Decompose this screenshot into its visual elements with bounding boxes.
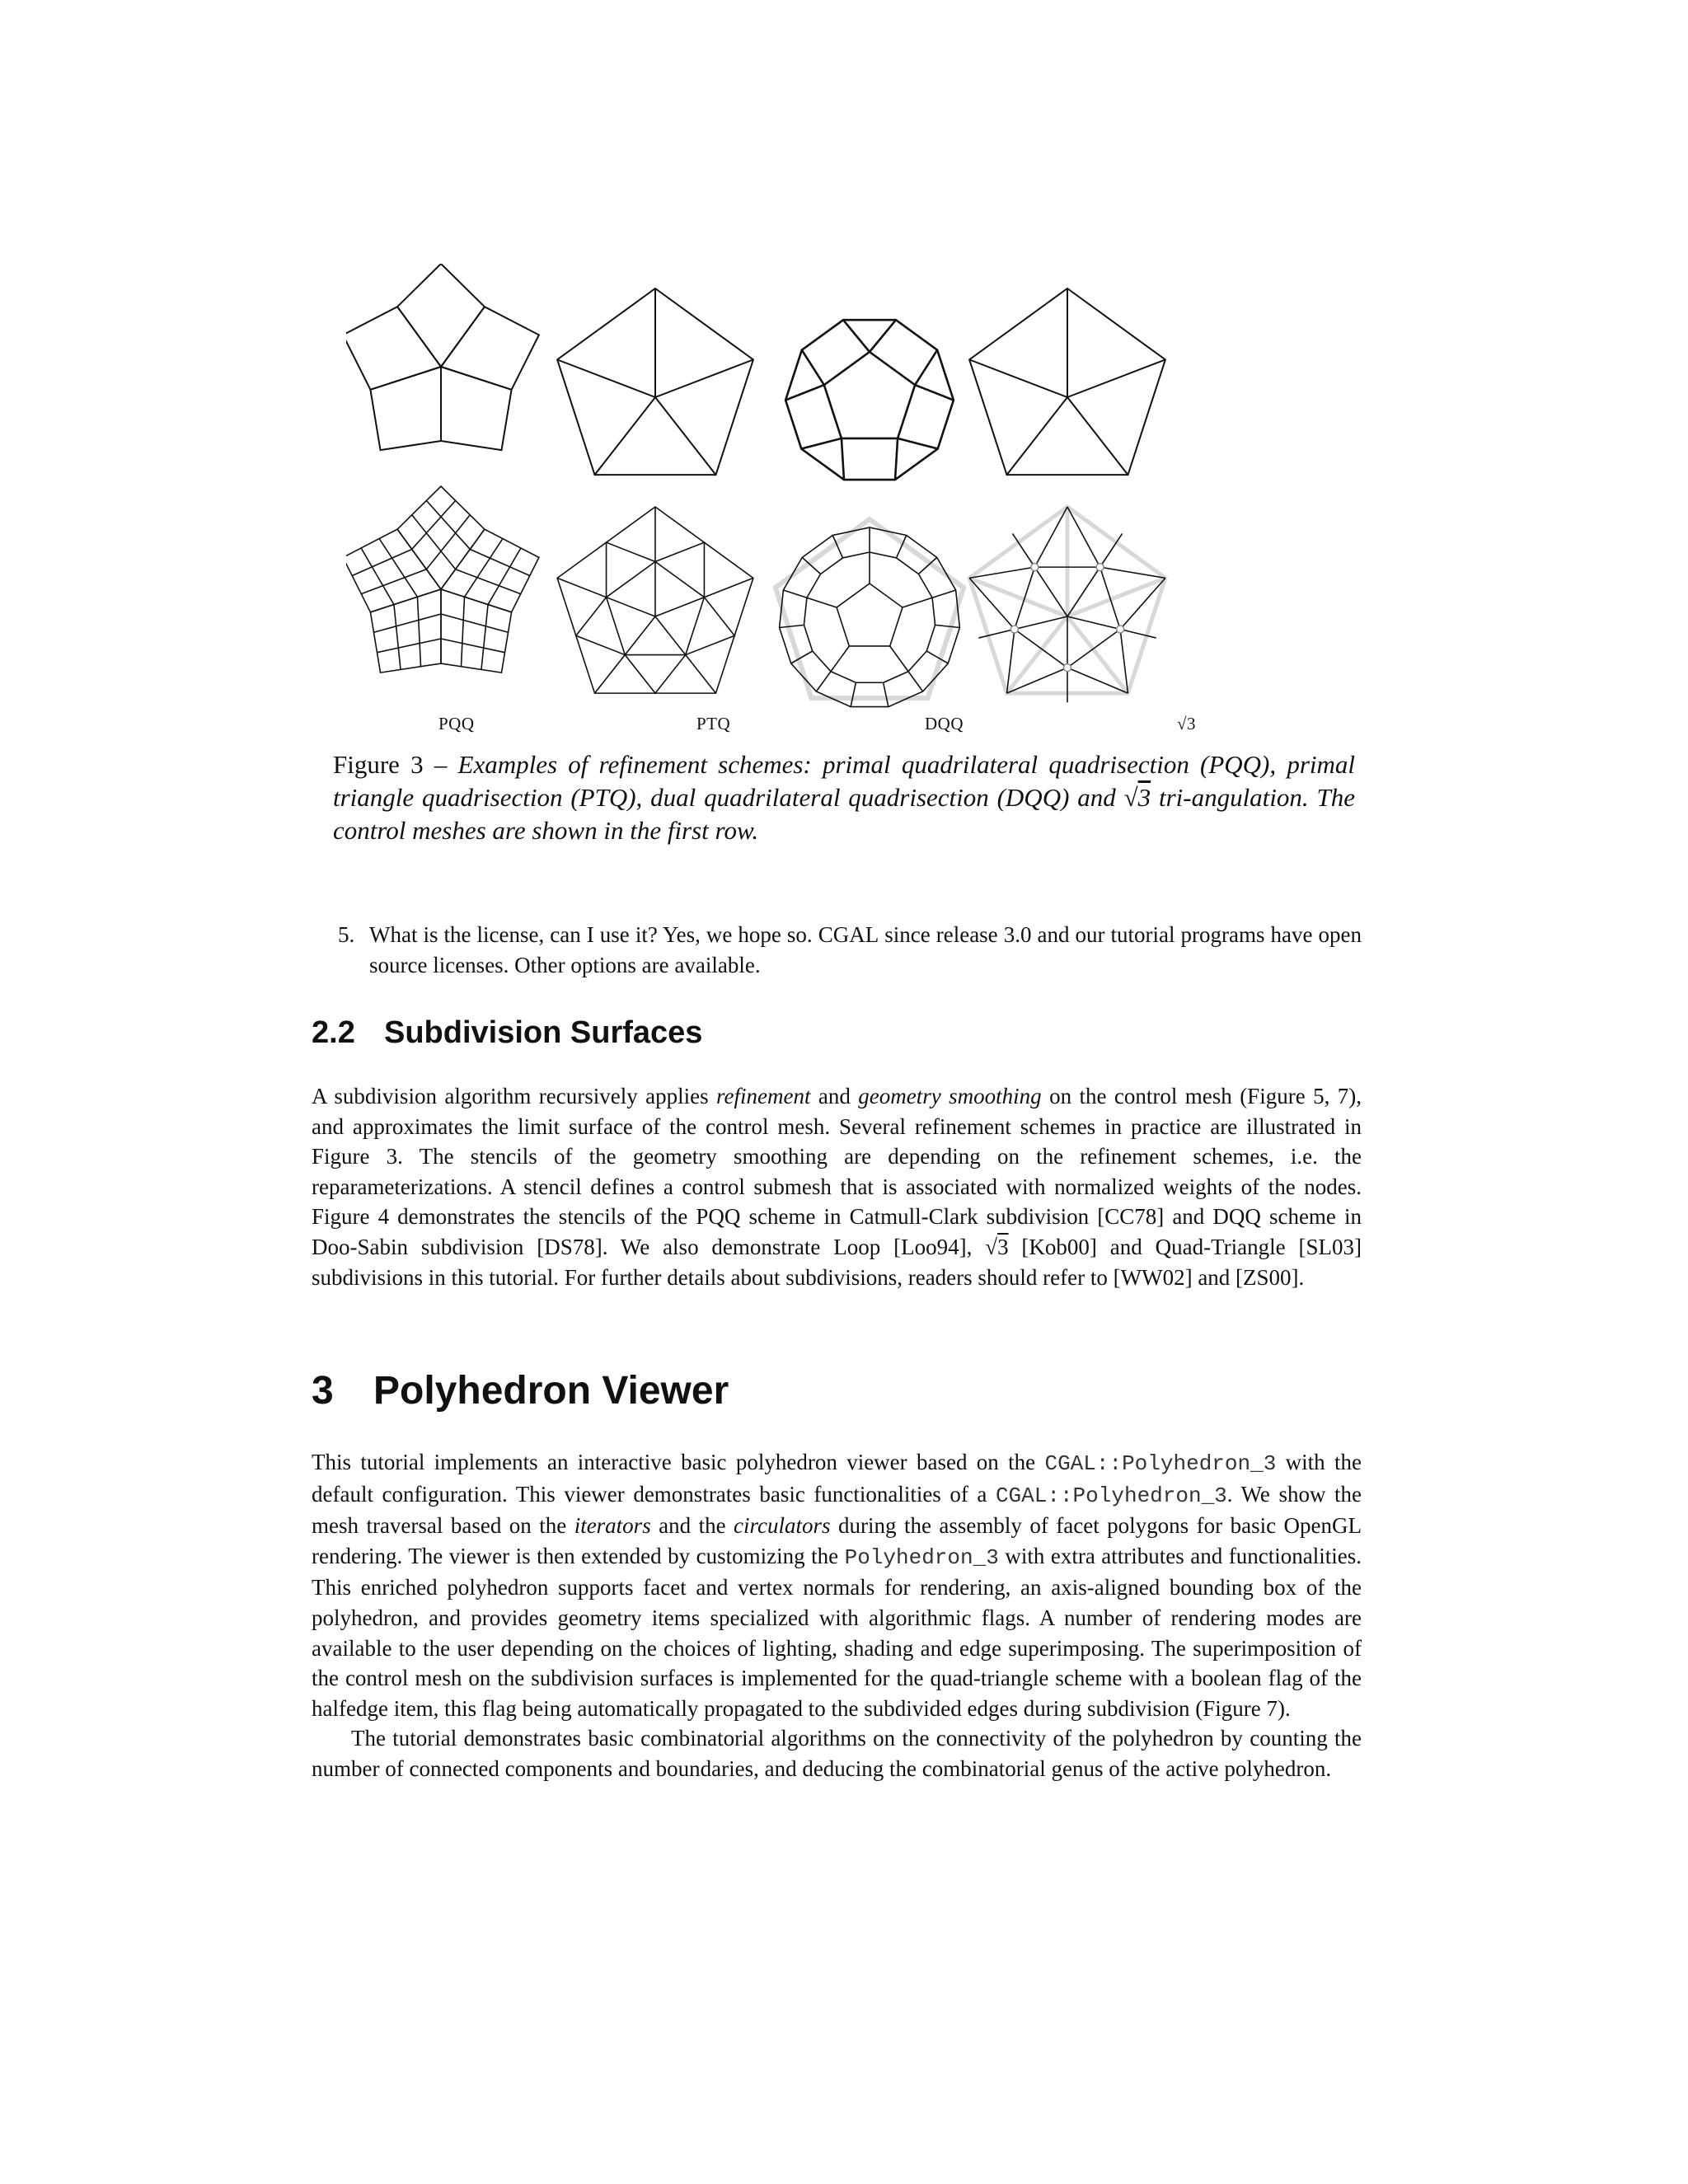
control-edge bbox=[870, 320, 896, 352]
polyhedron-viewer-body bbox=[312, 1447, 1362, 1784]
refined-edge bbox=[932, 598, 935, 625]
emphasis-circulators: circulators bbox=[734, 1513, 831, 1539]
control-edge bbox=[1067, 359, 1165, 397]
refined-edge bbox=[394, 605, 401, 670]
refined-edge bbox=[890, 646, 908, 672]
control-edge bbox=[969, 359, 1067, 397]
text-run: on the control mesh (Figure 5, 7), and approximates the limit surface of the control mesh. Several refinement schemes in practice are illustrated in Figure 3. The stencils of the geometry smoothing are depending on the refinement schemes, i.e. the reparameterizations. A stencil defines a control submesh that is associated with normalized weights of the nodes. Figure 4 demonstrates the stencils of the PQQ scheme in Catmull-Clark subdivision [CC78] and DQQ scheme in Doo-Sabin subdivision [DS78]. We also demonstrate Loop [Loo94], bbox=[312, 1084, 1362, 1259]
refined-edge bbox=[417, 597, 420, 666]
pqq-refined-mesh bbox=[346, 486, 539, 673]
list-item-number: 5. bbox=[338, 922, 355, 947]
refined-edge bbox=[470, 549, 530, 575]
refined-edge bbox=[481, 605, 488, 670]
control-inner-pentagon bbox=[824, 352, 915, 438]
refined-edge bbox=[361, 548, 394, 605]
new-vertex-marker bbox=[1117, 626, 1124, 633]
refined-edge bbox=[908, 651, 926, 672]
control-edge bbox=[915, 350, 937, 385]
subdivision-paragraph bbox=[312, 1081, 1362, 1292]
refined-triangle bbox=[686, 598, 734, 655]
section-heading-2-2 bbox=[312, 1015, 702, 1051]
paragraph-1 bbox=[312, 1447, 1362, 1723]
text-run: This tutorial implements an interactive basic polyhedron viewer based on the bbox=[312, 1450, 1045, 1474]
control-edge bbox=[895, 438, 898, 480]
control-edge bbox=[915, 385, 954, 400]
refined-edge bbox=[1067, 507, 1100, 567]
list-item-text-a: What is the license, can I use it? Yes, we hope so. C bbox=[369, 922, 833, 947]
list-item-5 bbox=[338, 920, 1362, 980]
control-decagon bbox=[785, 320, 954, 480]
control-edge bbox=[843, 320, 870, 352]
refined-edge bbox=[831, 646, 849, 672]
refined-edge bbox=[441, 614, 509, 632]
refined-edge bbox=[461, 597, 464, 666]
sqrt3-refined-mesh bbox=[969, 507, 1165, 702]
figure-label-pqq: PQQ bbox=[438, 714, 475, 733]
refined-edge bbox=[813, 651, 831, 672]
refined-edge bbox=[807, 598, 837, 607]
inline-sqrt3: √3 bbox=[985, 1234, 1009, 1259]
caption-sqrt3: √3 bbox=[1123, 783, 1151, 812]
refined-edge bbox=[831, 672, 856, 683]
refined-edge bbox=[1015, 630, 1067, 668]
control-edge bbox=[557, 359, 655, 397]
caption-text-a: Examples of refinement schemes: primal quadrilateral quadrisection (PQQ), primal triangle quadrisection (PTQ), dual quadrilateral quadrisection (DQQ) and bbox=[333, 750, 1355, 812]
section-number: 2.2 bbox=[312, 1015, 355, 1050]
code-cgal-polyhedron: CGAL::Polyhedron_3 bbox=[995, 1483, 1227, 1508]
refined-edge bbox=[1120, 630, 1156, 639]
refinement-schemes-figure bbox=[346, 264, 1335, 742]
ghost-control-edge bbox=[1067, 578, 1165, 616]
refined-edge bbox=[884, 682, 889, 706]
refined-triangle bbox=[625, 655, 685, 694]
new-vertex-marker bbox=[1010, 626, 1018, 633]
control-edge bbox=[655, 397, 715, 475]
refined-edge bbox=[842, 552, 870, 558]
text-run: with the default configuration. This viewer demonstrates basic functionalities of a bbox=[312, 1450, 1362, 1507]
ptq-refined-mesh bbox=[557, 507, 753, 693]
ghost-control-edge bbox=[969, 578, 1067, 616]
refined-edge bbox=[870, 552, 897, 558]
refined-edge bbox=[488, 548, 521, 605]
emphasis-geometry-smoothing: geometry smoothing bbox=[858, 1084, 1042, 1108]
ptq-control-mesh bbox=[557, 288, 753, 475]
control-edge bbox=[842, 438, 844, 480]
control-edge bbox=[898, 438, 938, 449]
emphasis-refinement: refinement bbox=[716, 1084, 811, 1108]
refined-triangle bbox=[607, 542, 655, 598]
refined-edge bbox=[816, 672, 831, 691]
text-run: and bbox=[810, 1084, 859, 1108]
control-quad bbox=[441, 307, 539, 390]
refined-edge bbox=[897, 558, 919, 574]
control-edge bbox=[801, 438, 842, 449]
refined-edge bbox=[361, 569, 426, 594]
refined-edge bbox=[456, 569, 521, 594]
refined-edge bbox=[903, 598, 932, 607]
refined-edge bbox=[918, 574, 932, 598]
refined-edge bbox=[1034, 507, 1067, 567]
refined-edge bbox=[851, 682, 856, 706]
refined-edge bbox=[804, 625, 812, 651]
refined-edge bbox=[821, 558, 843, 574]
dqq-refined-mesh bbox=[776, 519, 964, 707]
refined-edge bbox=[926, 625, 935, 651]
control-edge bbox=[1067, 397, 1128, 475]
refined-edge bbox=[352, 549, 412, 575]
pqq-control-mesh bbox=[346, 264, 539, 450]
refined-edge bbox=[373, 614, 441, 632]
figure-label-dqq: DQQ bbox=[925, 714, 964, 733]
code-cgal-polyhedron: CGAL::Polyhedron_3 bbox=[1044, 1451, 1277, 1476]
list-item-text bbox=[338, 920, 1362, 980]
text-run: during the assembly of facet polygons for basic OpenGL rendering. The viewer is then extended by customizing the bbox=[312, 1513, 1362, 1568]
refined-edge bbox=[783, 590, 807, 598]
refined-edge bbox=[935, 625, 960, 627]
refined-edge bbox=[780, 625, 804, 627]
section-number: 3 bbox=[312, 1369, 334, 1413]
refined-quad bbox=[441, 529, 539, 612]
new-vertex-marker bbox=[1096, 564, 1104, 571]
refined-edge bbox=[932, 590, 956, 598]
refined-quad bbox=[346, 529, 441, 612]
sqrt-arg: 3 bbox=[997, 1234, 1009, 1259]
paragraph-2: The tutorial demonstrates basic combinatorial algorithms on the connectivity of the polyhedron by counting the number of connected components and boundaries, and deducing the combinatorial genus of the active polyhedron. bbox=[312, 1726, 1362, 1781]
control-quad bbox=[346, 307, 441, 390]
control-quad bbox=[397, 264, 485, 367]
section-title: Subdivision Surfaces bbox=[384, 1015, 703, 1050]
refined-edge bbox=[441, 639, 505, 653]
text-run: with extra attributes and functionalities. This enriched polyhedron supports facet and vertex normals for rendering, an axis-aligned bounding box of the polyhedron, and provides geometry items specialized with algorithmic flags. A number of rendering modes are available to the user depending on the choices of lighting, shading and edge superimposing. The superimposition of the control mesh on the subdivision surfaces is implemented for the quad-triangle scheme with a boolean flag of the halfedge item, this flag being automatically propagated to the subdivided edges during subdivision (Figure 7). bbox=[312, 1543, 1362, 1721]
figure-label-sqrt3: √3 bbox=[1177, 714, 1197, 733]
dqq-control-mesh bbox=[785, 320, 954, 480]
figure-caption bbox=[333, 748, 1355, 847]
refined-edge bbox=[978, 630, 1015, 639]
control-edge bbox=[1007, 397, 1067, 475]
refined-edge bbox=[804, 598, 806, 625]
emphasis-iterators: iterators bbox=[574, 1513, 651, 1539]
caption-sqrt-arg: 3 bbox=[1137, 783, 1151, 812]
control-edge bbox=[802, 350, 824, 385]
code-polyhedron: Polyhedron_3 bbox=[844, 1544, 999, 1570]
new-vertex-marker bbox=[1031, 564, 1039, 571]
text-run: [Kob00] and Quad-Triangle [SL03] subdivisions in this tutorial. For further details about subdivisions, readers should refer to [WW02] and [ZS00]. bbox=[312, 1234, 1362, 1290]
cgal-smallcaps: GAL bbox=[832, 922, 879, 947]
text-run: . We show the mesh traversal based on the bbox=[312, 1481, 1362, 1539]
refined-edge bbox=[1067, 630, 1120, 668]
figure-label-ptq: PTQ bbox=[696, 714, 731, 733]
text-run: and the bbox=[650, 1513, 734, 1539]
refined-quad bbox=[397, 486, 485, 589]
refined-inner-pentagon bbox=[837, 583, 903, 646]
caption-text-b: tri-angulation. The control meshes are shown in the first row. bbox=[333, 783, 1355, 845]
control-edge bbox=[785, 385, 824, 400]
caption-prefix: Figure 3 – bbox=[333, 750, 458, 779]
section-title: Polyhedron Viewer bbox=[373, 1369, 729, 1413]
refined-edge bbox=[884, 672, 908, 683]
control-edge bbox=[655, 359, 753, 397]
control-edge bbox=[595, 397, 655, 475]
refined-edge bbox=[377, 639, 441, 653]
refined-edge bbox=[807, 574, 821, 598]
text-run: A subdivision algorithm recursively applies bbox=[312, 1084, 716, 1108]
control-quad bbox=[441, 367, 512, 450]
control-quad bbox=[370, 367, 441, 450]
refined-triangle bbox=[576, 598, 625, 655]
section-heading-3 bbox=[312, 1368, 729, 1413]
refined-triangle bbox=[655, 542, 704, 598]
sqrt3-control-mesh bbox=[969, 288, 1165, 475]
list-item-text-b: since release 3.0 and our tutorial programs have open source licenses. Other options are available. bbox=[369, 922, 1362, 977]
new-vertex-marker bbox=[1064, 664, 1071, 672]
refined-edge bbox=[908, 672, 923, 691]
